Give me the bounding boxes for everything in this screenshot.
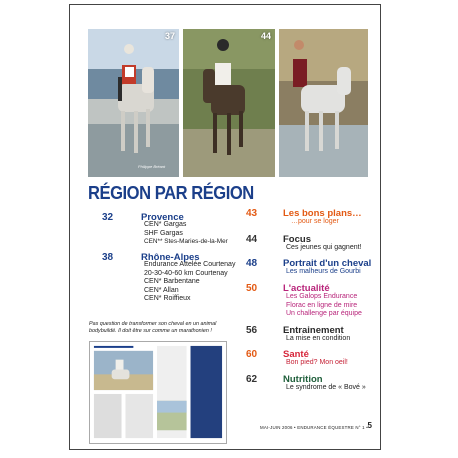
entry-line: Florac en ligne de mire <box>286 301 358 309</box>
entry-title-bons-plans: Les bons plans… <box>283 208 362 219</box>
entry-line: La mise en condition <box>286 335 351 342</box>
photo-grey-arabian-horse <box>279 29 368 177</box>
entry-line: Ces jeunes qui gagnent! <box>286 244 362 251</box>
entry-title-nutrition: Nutrition <box>283 374 323 385</box>
entry-line: CEN** Stes-Maries-de-la-Mer <box>144 238 228 245</box>
entry-line: 20-30-40-60 km Courtenay <box>144 269 228 277</box>
photo-endurance-rider-beach <box>88 29 179 177</box>
entry-title-portrait: Portrait d'un cheval <box>283 258 372 269</box>
entry-title-rhone-alpes: Rhône-Alpes <box>141 252 200 263</box>
entry-number: 43 <box>246 208 258 219</box>
folio-page-number: 5 <box>367 421 372 430</box>
page-number-badge: 44 <box>260 31 271 41</box>
entry-number: 44 <box>246 234 258 245</box>
entry-line: CEN* Barbentane <box>144 278 200 285</box>
entry-number: 50 <box>246 283 258 294</box>
entry-number: 60 <box>246 349 258 360</box>
entry-title-actualite: L'actualité <box>283 283 330 294</box>
entry-title-sante: Santé <box>283 349 309 360</box>
photo-young-rider-bay-horse <box>183 29 275 177</box>
magazine-page <box>69 4 381 450</box>
entry-number: 32 <box>102 212 114 223</box>
pull-quote: Pas question de transformer son cheval en un animal bodybuildé. Il doit être sur comme un marathonien ! <box>89 321 217 334</box>
entry-line: Les malheurs de Gourbi <box>286 268 361 275</box>
entry-title-provence: Provence <box>141 212 184 223</box>
entry-line: …pour se loger <box>291 218 339 225</box>
entry-line: Endurance Attelée Courtenay <box>144 261 236 268</box>
entry-line: CEN* Roiffieux <box>144 295 191 302</box>
entry-title-focus: Focus <box>283 234 311 245</box>
page-number-badge: 37 <box>164 31 175 41</box>
section-title-region: RÉGION PAR RÉGION <box>88 183 254 203</box>
entry-line: Bon pied? Mon oeil! <box>286 359 348 366</box>
entry-line: CEN* Allan <box>144 286 179 294</box>
entry-number: 38 <box>102 252 114 263</box>
photo-credit: Philippe Bréant <box>138 164 166 169</box>
entry-number: 48 <box>246 258 258 269</box>
entry-number: 56 <box>246 325 258 336</box>
article-thumbnail <box>89 341 227 444</box>
entry-line: SHF Gargas <box>144 229 183 237</box>
entry-line: Un challenge par équipe <box>286 310 362 317</box>
entry-line: CEN* Gargas <box>144 221 187 228</box>
entry-line: Le syndrome de « Bové » <box>286 384 366 391</box>
entry-number: 62 <box>246 374 258 385</box>
entry-line: Les Galops Endurance <box>286 293 358 300</box>
entry-title-entrainement: Entrainement <box>283 325 344 336</box>
issue-footer: MAI-JUIN 2006 • ENDURANCE ÉQUESTRE N° 1 • <box>260 425 368 430</box>
